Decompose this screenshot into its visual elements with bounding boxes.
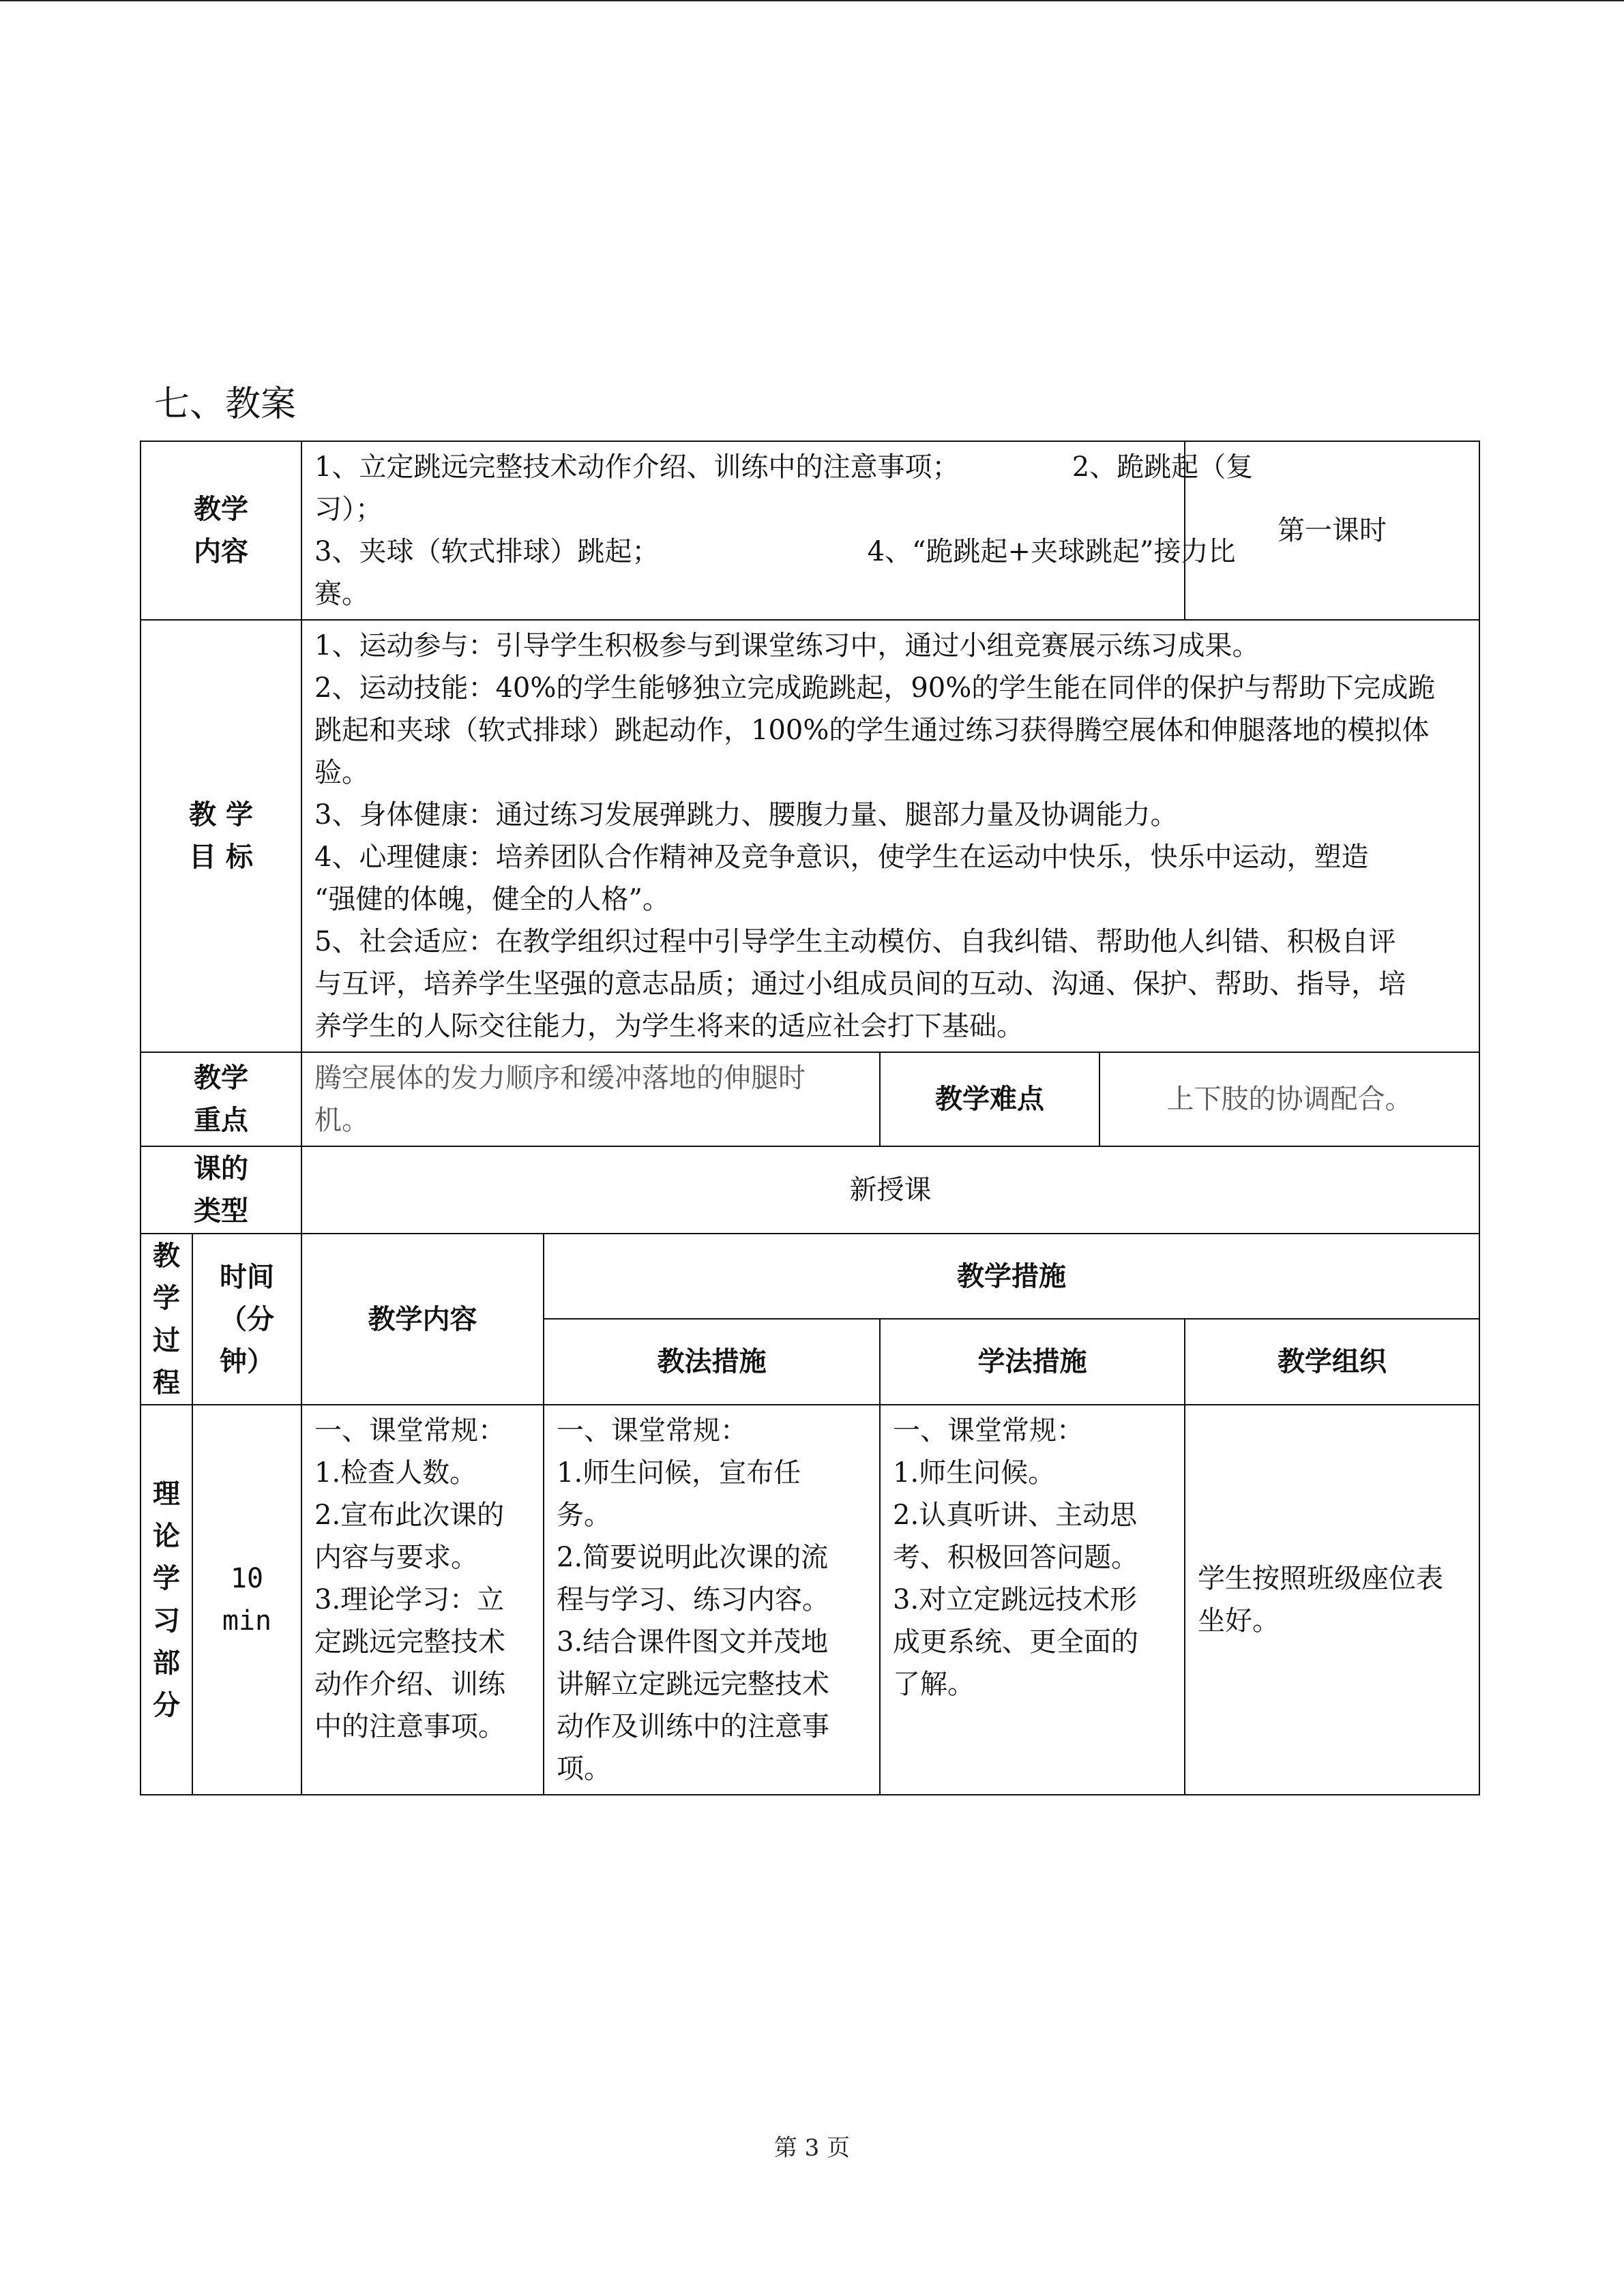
label-line: 教学 bbox=[194, 1062, 248, 1094]
label-line: 教学 bbox=[194, 494, 248, 525]
content-line: 习）； bbox=[314, 494, 383, 525]
label-char: 教 bbox=[153, 1240, 180, 1272]
theory-teaching-methods bbox=[544, 1405, 880, 1795]
label-char: 程 bbox=[153, 1367, 180, 1399]
goal-line: 跳起和夹球（软式排球）跳起动作，100%的学生通过练习获得腾空展体和伸腿落地的模拟体 bbox=[314, 715, 1430, 746]
label-char: 论 bbox=[153, 1521, 180, 1552]
content-line: 1.检查人数。 bbox=[314, 1457, 477, 1489]
row-theory-section bbox=[141, 1405, 1479, 1795]
label-line: 重点 bbox=[194, 1105, 248, 1136]
label-learning-methods: 学法措施 bbox=[880, 1319, 1185, 1405]
goal-line: 与互评，培养学生坚强的意志品质；通过小组成员间的互动、沟通、保护、帮助、指导，培 bbox=[314, 968, 1406, 1000]
lesson-number: 第一课时 bbox=[1185, 441, 1479, 620]
learn-line: 1.师生问候。 bbox=[893, 1457, 1056, 1489]
label-line: 目 标 bbox=[189, 841, 253, 873]
key-line: 机。 bbox=[314, 1105, 369, 1136]
teach-line: 讲解立定跳远完整技术 bbox=[557, 1669, 829, 1700]
label-line: （分 bbox=[220, 1303, 274, 1335]
label-char: 过 bbox=[153, 1324, 180, 1356]
content-line: 3.理论学习：立 bbox=[314, 1584, 505, 1615]
org-line: 坐好。 bbox=[1198, 1605, 1280, 1637]
goal-line: 4、心理健康：培养团队合作精神及竞争意识，使学生在运动中快乐，快乐中运动，塑造 bbox=[314, 841, 1369, 873]
content-line: 1、立定跳远完整技术动作介绍、训练中的注意事项； 2、跪跳起（复 bbox=[314, 451, 1254, 483]
label-char: 部 bbox=[153, 1648, 180, 1679]
learn-line: 了解。 bbox=[893, 1669, 975, 1700]
teach-line: 1.师生问候，宣布任 bbox=[557, 1457, 801, 1489]
label-teaching-methods: 教法措施 bbox=[544, 1319, 880, 1405]
content-line: 2.宣布此次课的 bbox=[314, 1500, 505, 1531]
label-theory-section bbox=[141, 1405, 192, 1795]
time-unit: min bbox=[222, 1605, 272, 1637]
row-lesson-type bbox=[141, 1146, 1479, 1234]
lesson-plan-table bbox=[140, 441, 1480, 1795]
label-char: 习 bbox=[153, 1605, 180, 1637]
teach-line: 2.简要说明此次课的流 bbox=[557, 1542, 829, 1573]
content-line: 中的注意事项。 bbox=[314, 1711, 505, 1742]
label-teaching-goals bbox=[141, 620, 301, 1052]
label-teaching-content bbox=[141, 441, 301, 620]
goal-line: “强健的体魄，健全的人格”。 bbox=[314, 884, 670, 915]
learn-line: 考、积极回答问题。 bbox=[893, 1542, 1138, 1573]
label-line: 内容 bbox=[194, 536, 248, 567]
time-number: 10 bbox=[230, 1563, 264, 1594]
label-teaching-process bbox=[141, 1234, 192, 1405]
teach-line: 程与学习、练习内容。 bbox=[557, 1584, 829, 1615]
teach-line: 项。 bbox=[557, 1753, 611, 1785]
difficulty-text: 上下肢的协调配合。 bbox=[1099, 1052, 1479, 1146]
label-teaching-measures: 教学措施 bbox=[544, 1234, 1479, 1319]
label-key-points bbox=[141, 1052, 301, 1146]
label-line: 课的 bbox=[194, 1153, 248, 1184]
goal-line: 3、身体健康：通过练习发展弹跳力、腰腹力量、腿部力量及协调能力。 bbox=[314, 799, 1178, 831]
label-difficulty: 教学难点 bbox=[880, 1052, 1099, 1146]
teach-line: 一、课堂常规： bbox=[557, 1415, 748, 1446]
content-line: 赛。 bbox=[314, 578, 369, 610]
teach-line: 务。 bbox=[557, 1500, 611, 1531]
content-line: 一、课堂常规： bbox=[314, 1415, 505, 1446]
goal-line: 养学生的人际交往能力，为学生将来的适应社会打下基础。 bbox=[314, 1011, 1024, 1042]
goal-line: 5、社会适应：在教学组织过程中引导学生主动模仿、自我纠错、帮助他人纠错、积极自评 bbox=[314, 926, 1396, 957]
goal-line: 1、运动参与：引导学生积极参与到课堂练习中，通过小组竞赛展示练习成果。 bbox=[314, 630, 1260, 661]
row-teaching-goals bbox=[141, 620, 1479, 1052]
label-time-minutes bbox=[192, 1234, 301, 1405]
label-teaching-content-col: 教学内容 bbox=[301, 1234, 544, 1405]
row-teaching-content bbox=[141, 441, 1479, 620]
goal-line: 验。 bbox=[314, 757, 369, 788]
label-teaching-organization: 教学组织 bbox=[1185, 1319, 1479, 1405]
lesson-type-value: 新授课 bbox=[301, 1146, 1479, 1234]
row-process-header bbox=[141, 1234, 1479, 1319]
content-line: 定跳远完整技术 bbox=[314, 1626, 505, 1658]
content-line: 3、夹球（软式排球）跳起； 4、“跪跳起+夹球跳起”接力比 bbox=[314, 536, 1236, 567]
label-line: 类型 bbox=[194, 1195, 248, 1227]
label-line: 钟） bbox=[220, 1345, 274, 1377]
content-line: 内容与要求。 bbox=[314, 1542, 478, 1573]
label-char: 分 bbox=[153, 1690, 180, 1721]
content-line: 动作介绍、训练 bbox=[314, 1669, 505, 1700]
teaching-content-text bbox=[301, 441, 1254, 620]
label-char: 学 bbox=[153, 1282, 180, 1314]
label-char: 理 bbox=[153, 1478, 180, 1510]
label-lesson-type bbox=[141, 1146, 301, 1234]
learn-line: 2.认真听讲、主动思 bbox=[893, 1500, 1138, 1531]
theory-organization bbox=[1185, 1405, 1479, 1795]
key-line: 腾空展体的发力顺序和缓冲落地的伸腿时 bbox=[314, 1062, 806, 1094]
learn-line: 3.对立定跳远技术形 bbox=[893, 1584, 1138, 1615]
teach-line: 动作及训练中的注意事 bbox=[557, 1711, 829, 1742]
row-key-points bbox=[141, 1052, 1479, 1146]
time-value bbox=[192, 1405, 301, 1795]
page-top-rule bbox=[0, 0, 1624, 1]
teach-line: 3.结合课件图文并茂地 bbox=[557, 1626, 829, 1658]
theory-learning-methods bbox=[880, 1405, 1185, 1795]
learn-line: 成更系统、更全面的 bbox=[893, 1626, 1138, 1658]
label-line: 时间 bbox=[220, 1261, 274, 1293]
teaching-goals-text bbox=[301, 620, 1479, 1052]
label-line: 教 学 bbox=[189, 799, 253, 831]
learn-line: 一、课堂常规： bbox=[893, 1415, 1084, 1446]
key-points-text bbox=[301, 1052, 880, 1146]
page-number: 第 3 页 bbox=[773, 2134, 851, 2162]
section-heading: 七、教案 bbox=[154, 384, 297, 425]
theory-content bbox=[301, 1405, 544, 1795]
label-char: 学 bbox=[153, 1563, 180, 1594]
goal-line: 2、运动技能：40%的学生能够独立完成跪跳起，90%的学生能在同伴的保护与帮助下完成跪 bbox=[314, 672, 1436, 704]
org-line: 学生按照班级座位表 bbox=[1198, 1563, 1444, 1594]
